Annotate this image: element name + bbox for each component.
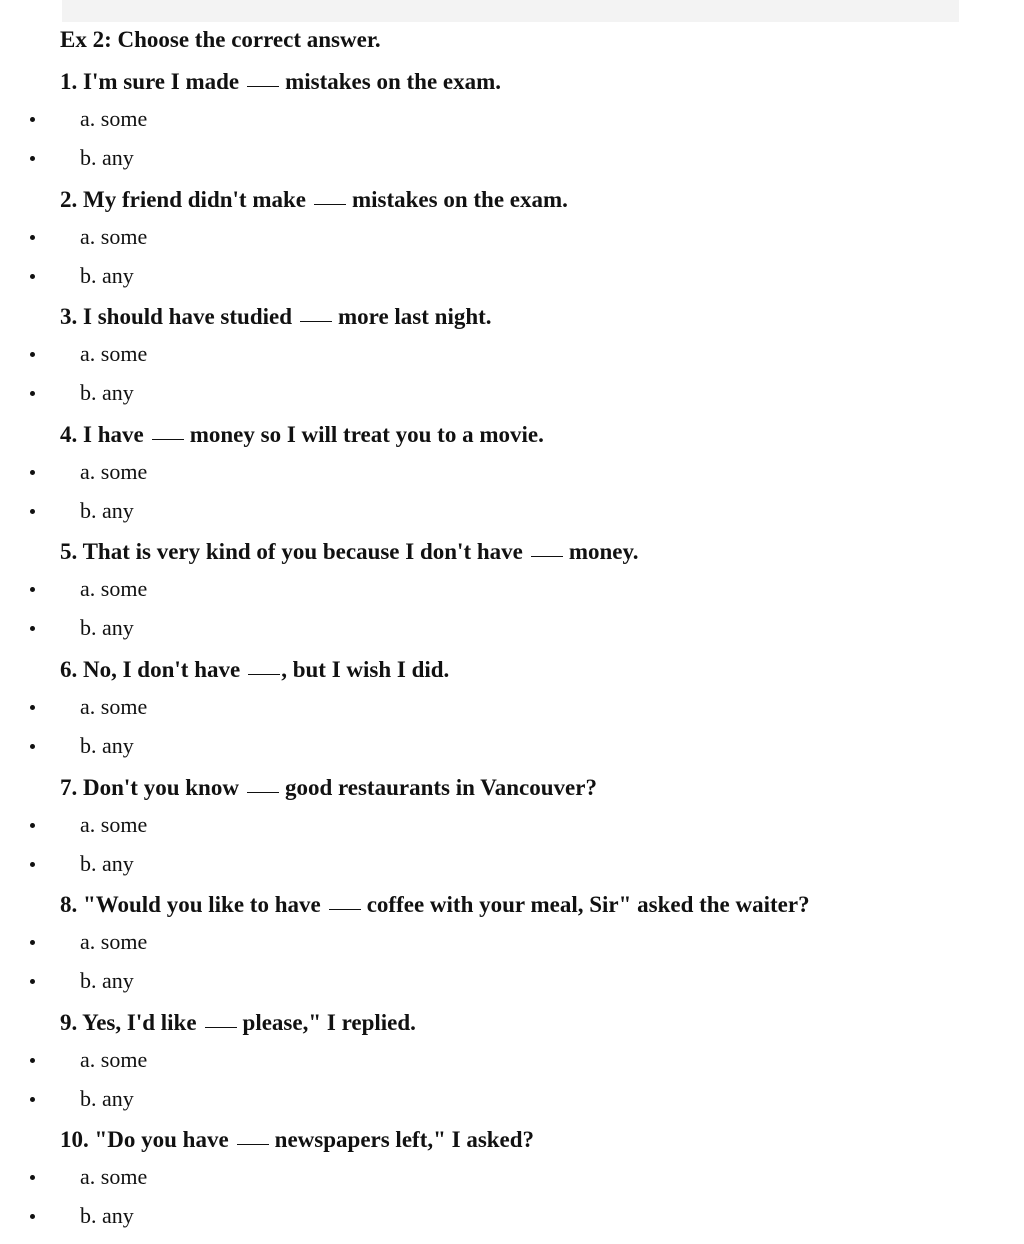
answer-blank	[205, 1027, 237, 1028]
question-number: 4.	[60, 421, 78, 447]
bullet-icon	[30, 587, 35, 592]
answer-blank	[237, 1144, 269, 1145]
bullet-icon	[30, 117, 35, 122]
option-label: a. some	[80, 576, 148, 602]
question-text	[60, 186, 568, 214]
option-b[interactable]	[0, 967, 1024, 995]
question-text	[60, 303, 492, 331]
question-text	[60, 1009, 416, 1037]
question-text	[60, 1126, 534, 1154]
question-text-after: money so I will treat you to a movie.	[189, 421, 544, 447]
option-label: b. any	[80, 1085, 134, 1111]
answer-blank	[247, 792, 279, 793]
option-label: b. any	[80, 968, 134, 994]
option-a[interactable]	[0, 1046, 1024, 1074]
bullet-icon	[30, 940, 35, 945]
question-text-before: My friend didn't make	[83, 186, 306, 212]
exercise-title: Ex 2: Choose the correct answer.	[60, 27, 381, 52]
option-label: a. some	[80, 223, 148, 249]
answer-blank	[152, 439, 184, 440]
bullet-icon	[30, 823, 35, 828]
option-label: b. any	[80, 497, 134, 523]
option-label: a. some	[80, 929, 148, 955]
question-text	[60, 774, 597, 802]
option-a[interactable]	[0, 928, 1024, 956]
question-text-after: money.	[568, 539, 639, 565]
bullet-icon	[30, 1214, 35, 1219]
option-b[interactable]	[0, 144, 1024, 172]
question-text-after: mistakes on the exam.	[351, 186, 568, 212]
answer-blank	[531, 556, 563, 557]
answer-blank	[329, 909, 361, 910]
question-number: 7.	[60, 774, 78, 800]
question-number: 3.	[60, 304, 78, 330]
bullet-icon	[30, 705, 35, 710]
question-2	[0, 186, 1024, 304]
bullet-icon	[30, 979, 35, 984]
bullet-icon	[30, 862, 35, 867]
option-label: a. some	[80, 694, 148, 719]
bullet-icon	[30, 156, 35, 161]
question-6	[0, 656, 1024, 774]
option-a[interactable]	[0, 223, 1024, 251]
bullet-icon	[30, 509, 35, 514]
bullet-icon	[30, 274, 35, 279]
question-text-after: mistakes on the exam.	[285, 69, 502, 94]
question-number: 5.	[60, 539, 78, 565]
option-label: b. any	[80, 850, 134, 876]
option-label: b. any	[80, 615, 134, 641]
bullet-icon	[30, 391, 35, 396]
question-text	[60, 421, 544, 449]
question-number: 1.	[60, 69, 78, 94]
question-text	[60, 891, 810, 919]
option-a[interactable]	[0, 693, 1024, 721]
option-label: b. any	[80, 380, 134, 406]
option-label: a. some	[80, 1046, 148, 1072]
option-a[interactable]	[0, 458, 1024, 486]
question-text-before: I should have studied	[83, 304, 292, 330]
question-text-before: I have	[83, 421, 144, 447]
option-b[interactable]	[0, 1202, 1024, 1230]
option-label: b. any	[80, 733, 134, 758]
answer-blank	[248, 674, 280, 675]
question-text-before: "Would you like to have	[83, 892, 321, 918]
option-b[interactable]	[0, 614, 1024, 642]
question-text-before: "Do you have	[94, 1127, 229, 1153]
option-label: a. some	[80, 341, 148, 367]
option-a[interactable]	[0, 575, 1024, 603]
option-a[interactable]	[0, 811, 1024, 839]
option-label: b. any	[80, 145, 134, 170]
answer-blank	[300, 321, 332, 322]
question-10	[0, 1126, 1024, 1244]
bullet-icon	[30, 1175, 35, 1180]
question-text-after: newspapers left," I asked?	[274, 1127, 535, 1153]
bullet-icon	[30, 1058, 35, 1063]
option-b[interactable]	[0, 1085, 1024, 1113]
answer-blank	[247, 86, 279, 87]
option-label: a. some	[80, 106, 148, 131]
bullet-icon	[30, 352, 35, 357]
question-number: 10.	[60, 1127, 89, 1153]
question-text-after: more last night.	[338, 304, 492, 330]
option-label: a. some	[80, 458, 148, 484]
question-8	[0, 891, 1024, 1009]
option-b[interactable]	[0, 379, 1024, 407]
option-label: a. some	[80, 811, 148, 837]
question-7	[0, 774, 1024, 892]
bullet-icon	[30, 235, 35, 240]
option-label: b. any	[80, 262, 134, 288]
option-b[interactable]	[0, 732, 1024, 760]
question-text-before: Don't you know	[83, 774, 239, 800]
bullet-icon	[30, 744, 35, 749]
question-text-before: No, I don't have	[83, 657, 241, 682]
question-4	[0, 421, 1024, 539]
question-text	[60, 656, 449, 684]
bullet-icon	[30, 626, 35, 631]
question-text-before: That is very kind of you because I don't have	[82, 539, 523, 565]
question-text-before: I'm sure I made	[83, 69, 240, 94]
question-text	[60, 538, 639, 566]
option-label: b. any	[80, 1203, 134, 1229]
option-a[interactable]	[0, 1163, 1024, 1191]
question-text-after: good restaurants in Vancouver?	[284, 774, 597, 800]
option-a[interactable]	[0, 105, 1024, 133]
option-b[interactable]	[0, 497, 1024, 525]
question-number: 9.	[60, 1009, 78, 1035]
question-number: 2.	[60, 186, 78, 212]
option-a[interactable]	[0, 340, 1024, 368]
option-label: a. some	[80, 1164, 148, 1190]
bullet-icon	[30, 1097, 35, 1102]
question-text-after: please," I replied.	[242, 1009, 416, 1035]
bullet-icon	[30, 470, 35, 475]
option-b[interactable]	[0, 850, 1024, 878]
question-3	[0, 303, 1024, 421]
question-1	[0, 68, 1024, 186]
question-text-after: , but I wish I did.	[281, 657, 450, 682]
question-9	[0, 1009, 1024, 1127]
answer-blank	[314, 204, 346, 205]
question-number: 6.	[60, 657, 78, 682]
question-number: 8.	[60, 892, 78, 918]
question-text-after: coffee with your meal, Sir" asked the waiter?	[366, 892, 810, 918]
question-text-before: Yes, I'd like	[82, 1009, 197, 1035]
question-5	[0, 538, 1024, 656]
option-b[interactable]	[0, 262, 1024, 290]
question-text	[60, 68, 501, 96]
top-band	[62, 0, 959, 22]
